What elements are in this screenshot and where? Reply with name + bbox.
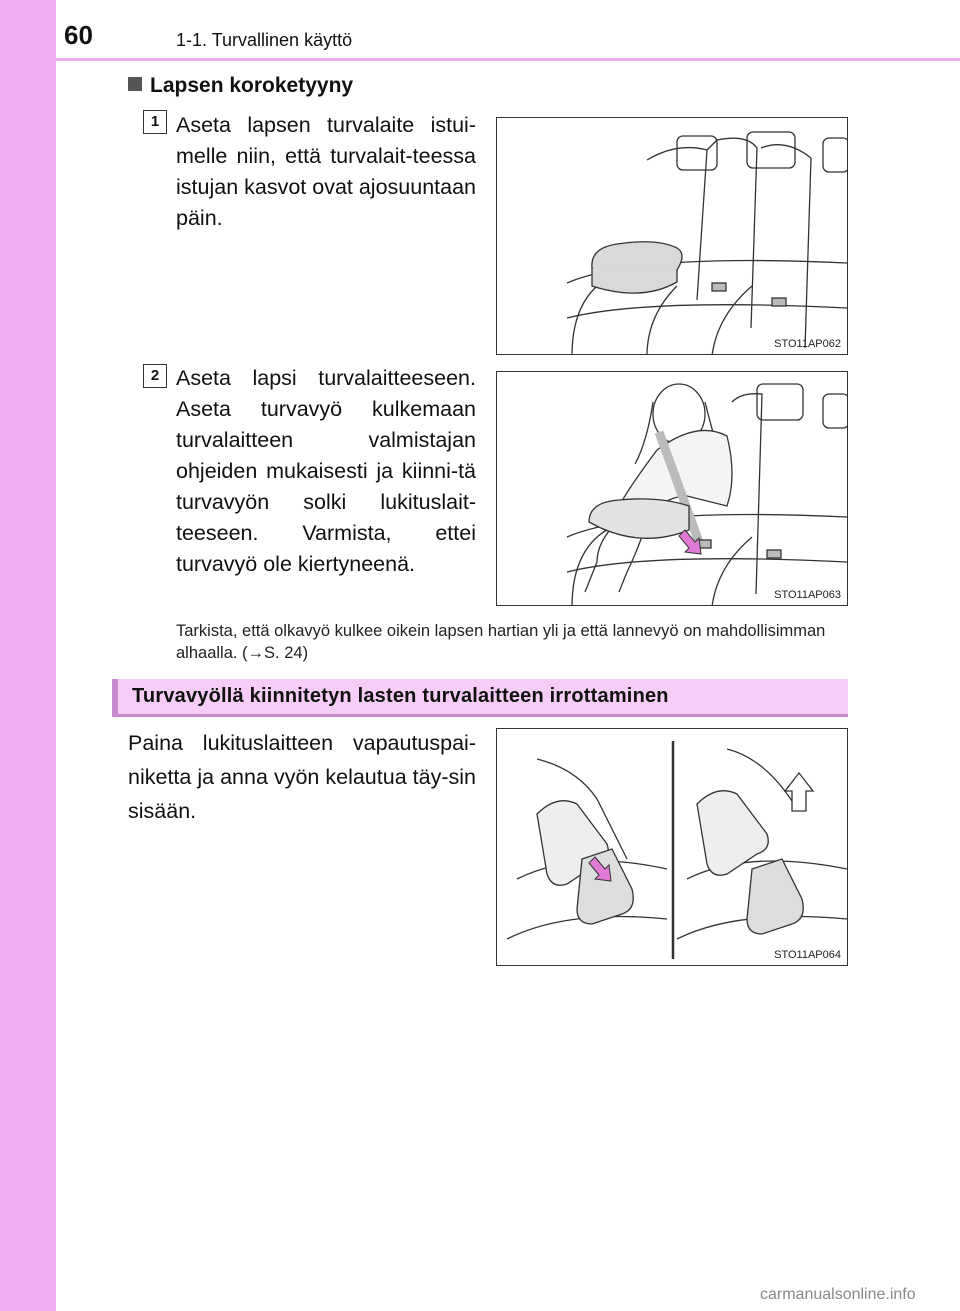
watermark: carmanualsonline.info xyxy=(760,1286,916,1303)
step-2-badge: 2 xyxy=(143,364,167,388)
booster-heading xyxy=(128,74,353,98)
section-title-bar xyxy=(112,679,848,717)
step-1-text: Aseta lapsen turvalaite istui-melle niin, että turvalait-teessa istujan kasvot ovat ajosuuntaan päin. xyxy=(176,113,477,230)
figure-code: STO11AP062 xyxy=(774,338,841,350)
section-label: 1-1. Turvallinen käyttö xyxy=(176,30,353,50)
booster-seat-illustration xyxy=(497,118,848,355)
section-title: Turvavyöllä kiinnitetyn lasten turvalaitteen irrottaminen xyxy=(132,685,669,707)
removal-text: Paina lukituslaitteen vapautuspai-niketta ja anna vyön kelautua täy-sin sisään. xyxy=(128,731,476,823)
buckle-release-illustration xyxy=(497,729,848,966)
booster-heading-text: Lapsen koroketyyny xyxy=(150,74,354,97)
figure-child-in-booster xyxy=(496,371,848,606)
figure-booster-seat xyxy=(496,117,848,355)
header-rule xyxy=(56,58,960,61)
note-text: Tarkista, että olkavyö kulkee oikein lapsen hartian yli ja että lannevyö on mahdollisimman alhaalla. (→S. 24) xyxy=(176,622,826,662)
page-number: 60 xyxy=(64,20,93,50)
child-seated-illustration xyxy=(497,372,848,606)
square-bullet-icon xyxy=(128,77,142,91)
figure-buckle-release xyxy=(496,728,848,966)
figure-code: STO11AP063 xyxy=(774,589,841,601)
side-color-band xyxy=(0,0,56,1311)
step-2-text: Aseta lapsi turvalaitteeseen. Aseta turvavyö kulkemaan turvalaitteen valmistajan ohjeiden mukaisesti ja kiinni-tä turvavyön solki lukituslait-teeseen. Varmista, ettei turvavyö ole kiertyneenä. xyxy=(176,366,476,576)
figure-code: STO11AP064 xyxy=(774,949,841,961)
step-1-badge: 1 xyxy=(143,110,167,134)
